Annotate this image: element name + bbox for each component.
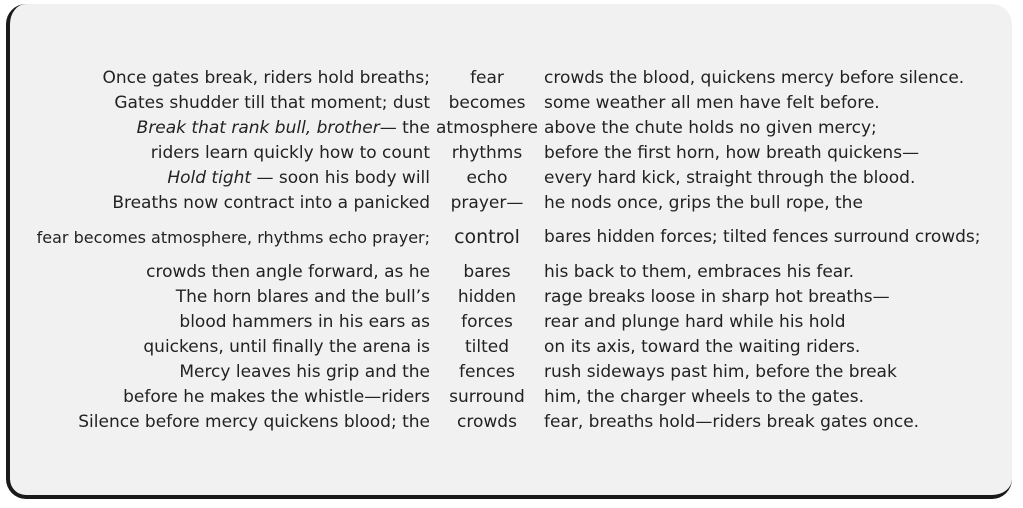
line-left: Breaths now contract into a panicked <box>112 193 430 213</box>
poem-center-line <box>0 225 1023 250</box>
line-right: on its axis, toward the waiting riders. <box>544 337 861 357</box>
line-right: he nods once, grips the bull rope, the <box>544 193 863 213</box>
line-right: rear and plunge hard while his hold <box>544 312 846 332</box>
poem-line <box>0 116 1023 141</box>
line-left: Once gates break, riders hold breaths; <box>102 68 430 88</box>
line-left: Mercy leaves his grip and the <box>179 362 430 382</box>
line-right: fear, breaths hold—riders break gates once. <box>544 412 920 432</box>
line-left-rest: — the <box>379 118 430 138</box>
poem-line <box>0 260 1023 285</box>
line-middle-word: fear <box>470 68 504 88</box>
line-middle-word: becomes <box>448 93 526 113</box>
line-left: crowds then angle forward, as he <box>146 262 430 282</box>
line-middle-word: rhythms <box>451 143 523 163</box>
poem-line <box>0 310 1023 335</box>
line-right: crowds the blood, quickens mercy before silence. <box>544 68 965 88</box>
line-middle-word: tilted <box>464 337 510 357</box>
line-right: before the first horn, how breath quickens— <box>544 143 920 163</box>
center-line-left: fear becomes atmosphere, rhythms echo prayer; <box>36 228 430 247</box>
line-left: Silence before mercy quickens blood; the <box>78 412 430 432</box>
line-middle-word: bares <box>463 262 511 282</box>
poem-line <box>0 335 1023 360</box>
center-line-right: bares hidden forces; tilted fences surround crowds; <box>544 227 981 247</box>
line-left: The horn blares and the bull’s <box>175 287 430 307</box>
line-left: blood hammers in his ears as <box>179 312 430 332</box>
poem-line <box>0 191 1023 216</box>
line-middle-word: echo <box>466 168 508 188</box>
poem-line <box>0 385 1023 410</box>
line-left-italic: Hold tight <box>167 168 252 188</box>
poem-line <box>0 91 1023 116</box>
line-right: above the chute holds no given mercy; <box>544 118 877 138</box>
line-right: rage breaks loose in sharp hot breaths— <box>544 287 890 307</box>
poem-line <box>0 166 1023 191</box>
line-right: every hard kick, straight through the blood. <box>544 168 916 188</box>
line-left: before he makes the whistle—riders <box>123 387 430 407</box>
line-left: quickens, until finally the arena is <box>143 337 430 357</box>
line-left: riders learn quickly how to count <box>150 143 430 163</box>
line-middle-word: atmosphere <box>436 118 538 138</box>
line-left <box>137 116 430 141</box>
line-right: him, the charger wheels to the gates. <box>544 387 864 407</box>
line-middle-word: crowds <box>457 412 517 432</box>
line-left <box>167 166 430 191</box>
center-line-word: control <box>454 226 520 248</box>
line-right: rush sideways past him, before the break <box>544 362 897 382</box>
poem-line <box>0 285 1023 310</box>
line-right: his back to them, embraces his fear. <box>544 262 855 282</box>
line-middle-word: fences <box>459 362 515 382</box>
line-middle-word: hidden <box>457 287 517 307</box>
poem-line <box>0 410 1023 435</box>
poem-line <box>0 141 1023 166</box>
line-right: some weather all men have felt before. <box>544 93 880 113</box>
poem-line <box>0 66 1023 91</box>
line-left-rest: — soon his body will <box>251 168 430 188</box>
line-middle-word: forces <box>461 312 513 332</box>
poem-line <box>0 360 1023 385</box>
line-left-italic: Break that rank bull, brother <box>136 118 380 138</box>
line-middle-word: prayer— <box>450 193 524 213</box>
line-middle-word: surround <box>449 387 525 407</box>
line-left: Gates shudder till that moment; dust <box>114 93 430 113</box>
